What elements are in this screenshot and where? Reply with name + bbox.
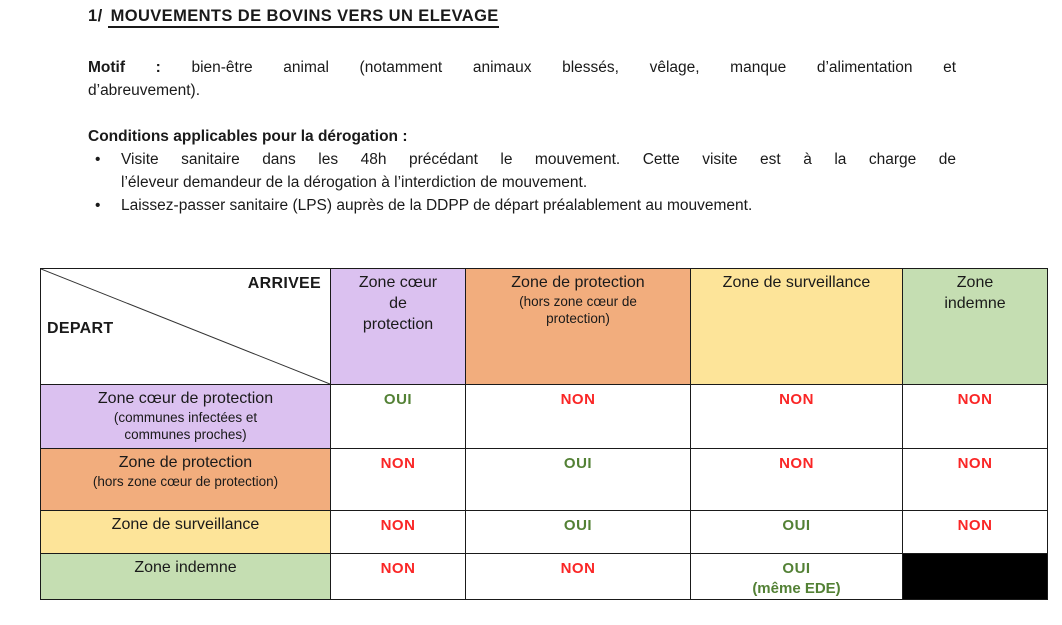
cell-value: OUI [782, 517, 811, 534]
matrix-cell [691, 449, 903, 511]
table-row [41, 385, 1048, 449]
row-header-subtitle: (communes infectées et communes proches) [113, 410, 258, 442]
matrix-cell [903, 511, 1048, 554]
bullet-icon: • [95, 151, 101, 168]
col-header-zone-surveillance [691, 269, 903, 385]
matrix-cell [691, 511, 903, 554]
table-row [41, 511, 1048, 554]
cell-value: NON [380, 455, 416, 472]
matrix-cell [466, 385, 691, 449]
col-header-title: Zone de protection [511, 274, 645, 291]
cell-value: NON [957, 391, 993, 408]
cell-value: NON [957, 517, 993, 534]
col-header-title: Zone indemne [944, 274, 1006, 312]
row-header-title: Zone cœur de protection [97, 390, 274, 407]
cell-value: NON [779, 455, 814, 472]
bullet-text: Laissez-passer sanitaire (LPS) auprès de la DDPP de départ préalablement au mouvement. [121, 197, 753, 214]
matrix-cell [331, 554, 466, 600]
cell-value: OUI [782, 560, 811, 577]
table-row [41, 449, 1048, 511]
list-item [88, 194, 956, 217]
row-header-zone-coeur [41, 385, 331, 449]
depart-label: DEPART [47, 320, 114, 337]
cell-value: NON [560, 391, 596, 408]
cell-value: NON [957, 455, 993, 472]
cell-value: OUI [563, 455, 593, 472]
matrix-cell [466, 511, 691, 554]
corner-cell [41, 269, 331, 385]
bullet-icon: • [95, 197, 101, 214]
cell-value: NON [380, 517, 416, 534]
matrix-cell [691, 554, 903, 600]
list-item [88, 148, 956, 194]
blocked-cell [903, 554, 1048, 600]
row-header-zone-protection [41, 449, 331, 511]
matrix-cell [331, 449, 466, 511]
col-header-zone-coeur [331, 269, 466, 385]
matrix-cell [466, 554, 691, 600]
cell-note: (même EDE) [752, 580, 841, 597]
cell-value: OUI [383, 391, 413, 408]
bullet1-line-1: Visite sanitaire dans les 48h précédant le mouvement. Cette visite est à la charge de [121, 151, 956, 168]
page-title [88, 7, 499, 26]
row-header-title: Zone de surveillance [111, 516, 260, 533]
conditions-heading: Conditions applicables pour la dérogation : [88, 128, 408, 145]
bullet-text [121, 148, 956, 194]
col-header-zone-protection [466, 269, 691, 385]
row-header-subtitle: (hors zone cœur de protection) [92, 474, 279, 489]
col-header-subtitle: (hors zone cœur de protection) [519, 294, 637, 326]
motif-text: bien-être animal (notamment animaux blessés, vêlage, manque d’alimentation et [191, 59, 957, 76]
motif-label: Motif : [88, 59, 161, 76]
matrix-cell [903, 449, 1048, 511]
cell-value: NON [779, 391, 814, 408]
table-row [41, 554, 1048, 600]
title-number: 1/ [88, 7, 103, 25]
motif-line-2: d’abreuvement). [88, 82, 201, 99]
row-header-title: Zone indemne [134, 559, 237, 576]
cell-value: NON [380, 560, 416, 577]
cell-value: OUI [563, 517, 593, 534]
matrix-cell [903, 385, 1048, 449]
col-header-zone-indemne [903, 269, 1048, 385]
row-header-title: Zone de protection [118, 454, 253, 471]
matrix-cell [691, 385, 903, 449]
bullet1-line-2: l’éleveur demandeur de la dérogation à l’interdiction de mouvement. [121, 174, 588, 191]
cell-value: NON [560, 560, 596, 577]
col-header-title: Zone cœur de protection [358, 274, 438, 333]
arrivee-label: ARRIVEE [247, 275, 321, 292]
title-text: MOUVEMENTS DE BOVINS VERS UN ELEVAGE [108, 7, 499, 28]
motif-line-1 [88, 56, 956, 79]
zones-matrix-table [40, 268, 1048, 600]
matrix-cell [331, 385, 466, 449]
row-header-zone-indemne [41, 554, 331, 600]
row-header-zone-surveillance [41, 511, 331, 554]
col-header-title: Zone de surveillance [722, 274, 871, 291]
motif-paragraph [88, 56, 956, 102]
conditions-section [88, 125, 956, 217]
matrix-cell [331, 511, 466, 554]
matrix-cell [466, 449, 691, 511]
